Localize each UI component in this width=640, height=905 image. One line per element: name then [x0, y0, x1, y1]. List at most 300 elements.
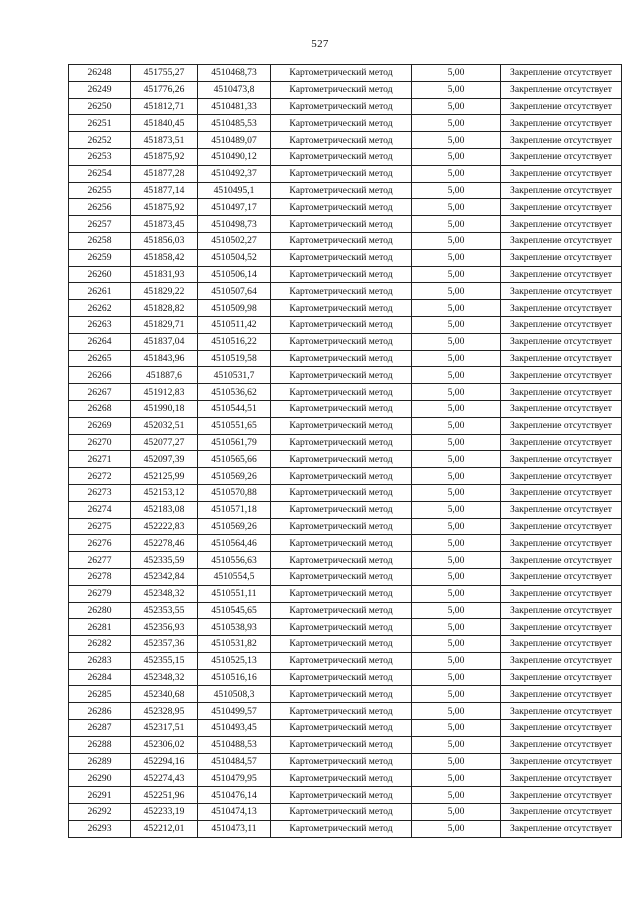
table-row	[69, 98, 622, 115]
table-row	[69, 518, 622, 535]
table-row	[69, 434, 622, 451]
point-number-cell: 26263	[69, 316, 131, 333]
y-coordinate-cell: 4510561,79	[198, 434, 271, 451]
x-coordinate-cell: 452183,08	[131, 501, 198, 518]
point-number-cell: 26289	[69, 753, 131, 770]
fixing-cell: Закрепление отсутствует	[501, 266, 622, 283]
method-cell: Картометрический метод	[271, 686, 412, 703]
table-row	[69, 820, 622, 837]
fixing-cell: Закрепление отсутствует	[501, 65, 622, 82]
precision-cell: 5,00	[412, 316, 501, 333]
y-coordinate-cell: 4510536,62	[198, 384, 271, 401]
y-coordinate-cell: 4510479,95	[198, 770, 271, 787]
point-number-cell: 26291	[69, 787, 131, 804]
method-cell: Картометрический метод	[271, 585, 412, 602]
y-coordinate-cell: 4510554,5	[198, 568, 271, 585]
x-coordinate-cell: 451873,51	[131, 132, 198, 149]
method-cell: Картометрический метод	[271, 350, 412, 367]
method-cell: Картометрический метод	[271, 199, 412, 216]
x-coordinate-cell: 452348,32	[131, 585, 198, 602]
x-coordinate-cell: 452328,95	[131, 703, 198, 720]
fixing-cell: Закрепление отсутствует	[501, 652, 622, 669]
fixing-cell: Закрепление отсутствует	[501, 686, 622, 703]
point-number-cell: 26251	[69, 115, 131, 132]
point-number-cell: 26262	[69, 300, 131, 317]
table-row	[69, 148, 622, 165]
fixing-cell: Закрепление отсутствует	[501, 367, 622, 384]
fixing-cell: Закрепление отсутствует	[501, 249, 622, 266]
method-cell: Картометрический метод	[271, 652, 412, 669]
fixing-cell: Закрепление отсутствует	[501, 736, 622, 753]
precision-cell: 5,00	[412, 249, 501, 266]
x-coordinate-cell: 452222,83	[131, 518, 198, 535]
precision-cell: 5,00	[412, 199, 501, 216]
fixing-cell: Закрепление отсутствует	[501, 350, 622, 367]
fixing-cell: Закрепление отсутствует	[501, 316, 622, 333]
point-number-cell: 26257	[69, 216, 131, 233]
y-coordinate-cell: 4510473,8	[198, 81, 271, 98]
fixing-cell: Закрепление отсутствует	[501, 501, 622, 518]
method-cell: Картометрический метод	[271, 669, 412, 686]
precision-cell: 5,00	[412, 65, 501, 82]
fixing-cell: Закрепление отсутствует	[501, 484, 622, 501]
point-number-cell: 26249	[69, 81, 131, 98]
table-row	[69, 484, 622, 501]
y-coordinate-cell: 4510565,66	[198, 451, 271, 468]
point-number-cell: 26281	[69, 619, 131, 636]
precision-cell: 5,00	[412, 602, 501, 619]
x-coordinate-cell: 451843,96	[131, 350, 198, 367]
method-cell: Картометрический метод	[271, 384, 412, 401]
table-row	[69, 115, 622, 132]
method-cell: Картометрический метод	[271, 333, 412, 350]
table-row	[69, 417, 622, 434]
y-coordinate-cell: 4510481,33	[198, 98, 271, 115]
precision-cell: 5,00	[412, 98, 501, 115]
precision-cell: 5,00	[412, 148, 501, 165]
x-coordinate-cell: 451776,26	[131, 81, 198, 98]
table-row	[69, 787, 622, 804]
precision-cell: 5,00	[412, 770, 501, 787]
y-coordinate-cell: 4510484,57	[198, 753, 271, 770]
table-row	[69, 81, 622, 98]
precision-cell: 5,00	[412, 686, 501, 703]
y-coordinate-cell: 4510544,51	[198, 400, 271, 417]
table-row	[69, 132, 622, 149]
fixing-cell: Закрепление отсутствует	[501, 703, 622, 720]
point-number-cell: 26286	[69, 703, 131, 720]
y-coordinate-cell: 4510571,18	[198, 501, 271, 518]
point-number-cell: 26271	[69, 451, 131, 468]
method-cell: Картометрический метод	[271, 434, 412, 451]
x-coordinate-cell: 452342,84	[131, 568, 198, 585]
x-coordinate-cell: 452097,39	[131, 451, 198, 468]
page-number: 527	[311, 38, 329, 50]
point-number-cell: 26274	[69, 501, 131, 518]
precision-cell: 5,00	[412, 468, 501, 485]
table-row	[69, 384, 622, 401]
table-row	[69, 804, 622, 821]
x-coordinate-cell: 452212,01	[131, 820, 198, 837]
table-row	[69, 199, 622, 216]
fixing-cell: Закрепление отсутствует	[501, 753, 622, 770]
method-cell: Картометрический метод	[271, 720, 412, 737]
point-number-cell: 26255	[69, 182, 131, 199]
precision-cell: 5,00	[412, 535, 501, 552]
point-number-cell: 26270	[69, 434, 131, 451]
x-coordinate-cell: 451828,82	[131, 300, 198, 317]
point-number-cell: 26261	[69, 283, 131, 300]
point-number-cell: 26268	[69, 400, 131, 417]
fixing-cell: Закрепление отсутствует	[501, 300, 622, 317]
precision-cell: 5,00	[412, 266, 501, 283]
x-coordinate-cell: 452077,27	[131, 434, 198, 451]
fixing-cell: Закрепление отсутствует	[501, 384, 622, 401]
method-cell: Картометрический метод	[271, 501, 412, 518]
table-row	[69, 65, 622, 82]
precision-cell: 5,00	[412, 753, 501, 770]
method-cell: Картометрический метод	[271, 518, 412, 535]
method-cell: Картометрический метод	[271, 636, 412, 653]
x-coordinate-cell: 452335,59	[131, 552, 198, 569]
x-coordinate-cell: 452355,15	[131, 652, 198, 669]
x-coordinate-cell: 451877,28	[131, 165, 198, 182]
table-row	[69, 568, 622, 585]
fixing-cell: Закрепление отсутствует	[501, 720, 622, 737]
point-number-cell: 26265	[69, 350, 131, 367]
method-cell: Картометрический метод	[271, 132, 412, 149]
x-coordinate-cell: 452294,16	[131, 753, 198, 770]
fixing-cell: Закрепление отсутствует	[501, 602, 622, 619]
point-number-cell: 26254	[69, 165, 131, 182]
method-cell: Картометрический метод	[271, 736, 412, 753]
method-cell: Картометрический метод	[271, 770, 412, 787]
method-cell: Картометрический метод	[271, 703, 412, 720]
table-row	[69, 619, 622, 636]
method-cell: Картометрический метод	[271, 283, 412, 300]
fixing-cell: Закрепление отсутствует	[501, 669, 622, 686]
point-number-cell: 26259	[69, 249, 131, 266]
x-coordinate-cell: 451912,83	[131, 384, 198, 401]
point-number-cell: 26278	[69, 568, 131, 585]
point-number-cell: 26264	[69, 333, 131, 350]
method-cell: Картометрический метод	[271, 115, 412, 132]
coordinates-table	[68, 64, 622, 838]
y-coordinate-cell: 4510495,1	[198, 182, 271, 199]
precision-cell: 5,00	[412, 434, 501, 451]
method-cell: Картометрический метод	[271, 148, 412, 165]
point-number-cell: 26284	[69, 669, 131, 686]
x-coordinate-cell: 452317,51	[131, 720, 198, 737]
point-number-cell: 26248	[69, 65, 131, 82]
method-cell: Картометрический метод	[271, 484, 412, 501]
point-number-cell: 26275	[69, 518, 131, 535]
method-cell: Картометрический метод	[271, 753, 412, 770]
table-row	[69, 451, 622, 468]
y-coordinate-cell: 4510538,93	[198, 619, 271, 636]
table-row	[69, 652, 622, 669]
fixing-cell: Закрепление отсутствует	[501, 81, 622, 98]
table-row	[69, 753, 622, 770]
method-cell: Картометрический метод	[271, 400, 412, 417]
fixing-cell: Закрепление отсутствует	[501, 518, 622, 535]
fixing-cell: Закрепление отсутствует	[501, 636, 622, 653]
y-coordinate-cell: 4510556,63	[198, 552, 271, 569]
table-row	[69, 283, 622, 300]
precision-cell: 5,00	[412, 484, 501, 501]
y-coordinate-cell: 4510531,7	[198, 367, 271, 384]
table-row	[69, 720, 622, 737]
y-coordinate-cell: 4510502,27	[198, 232, 271, 249]
y-coordinate-cell: 4510468,73	[198, 65, 271, 82]
method-cell: Картометрический метод	[271, 182, 412, 199]
method-cell: Картометрический метод	[271, 216, 412, 233]
table-row	[69, 400, 622, 417]
y-coordinate-cell: 4510476,14	[198, 787, 271, 804]
method-cell: Картометрический метод	[271, 804, 412, 821]
precision-cell: 5,00	[412, 400, 501, 417]
x-coordinate-cell: 451840,45	[131, 115, 198, 132]
table-row	[69, 316, 622, 333]
fixing-cell: Закрепление отсутствует	[501, 400, 622, 417]
table-row	[69, 367, 622, 384]
x-coordinate-cell: 452032,51	[131, 417, 198, 434]
table-row	[69, 333, 622, 350]
point-number-cell: 26277	[69, 552, 131, 569]
method-cell: Картометрический метод	[271, 249, 412, 266]
y-coordinate-cell: 4510508,3	[198, 686, 271, 703]
table-row	[69, 468, 622, 485]
method-cell: Картометрический метод	[271, 602, 412, 619]
x-coordinate-cell: 451858,42	[131, 249, 198, 266]
precision-cell: 5,00	[412, 216, 501, 233]
y-coordinate-cell: 4510498,73	[198, 216, 271, 233]
table-row	[69, 249, 622, 266]
point-number-cell: 26285	[69, 686, 131, 703]
precision-cell: 5,00	[412, 300, 501, 317]
fixing-cell: Закрепление отсутствует	[501, 770, 622, 787]
y-coordinate-cell: 4510488,53	[198, 736, 271, 753]
fixing-cell: Закрепление отсутствует	[501, 98, 622, 115]
point-number-cell: 26283	[69, 652, 131, 669]
y-coordinate-cell: 4510493,45	[198, 720, 271, 737]
x-coordinate-cell: 452233,19	[131, 804, 198, 821]
x-coordinate-cell: 452306,02	[131, 736, 198, 753]
precision-cell: 5,00	[412, 703, 501, 720]
precision-cell: 5,00	[412, 568, 501, 585]
precision-cell: 5,00	[412, 501, 501, 518]
method-cell: Картометрический метод	[271, 65, 412, 82]
method-cell: Картометрический метод	[271, 165, 412, 182]
method-cell: Картометрический метод	[271, 367, 412, 384]
fixing-cell: Закрепление отсутствует	[501, 283, 622, 300]
x-coordinate-cell: 451875,92	[131, 199, 198, 216]
x-coordinate-cell: 452357,36	[131, 636, 198, 653]
precision-cell: 5,00	[412, 820, 501, 837]
precision-cell: 5,00	[412, 720, 501, 737]
table-row	[69, 350, 622, 367]
y-coordinate-cell: 4510516,22	[198, 333, 271, 350]
method-cell: Картометрический метод	[271, 266, 412, 283]
fixing-cell: Закрепление отсутствует	[501, 804, 622, 821]
precision-cell: 5,00	[412, 736, 501, 753]
precision-cell: 5,00	[412, 636, 501, 653]
x-coordinate-cell: 452153,12	[131, 484, 198, 501]
precision-cell: 5,00	[412, 518, 501, 535]
fixing-cell: Закрепление отсутствует	[501, 333, 622, 350]
fixing-cell: Закрепление отсутствует	[501, 468, 622, 485]
fixing-cell: Закрепление отсутствует	[501, 568, 622, 585]
y-coordinate-cell: 4510569,26	[198, 468, 271, 485]
precision-cell: 5,00	[412, 451, 501, 468]
precision-cell: 5,00	[412, 652, 501, 669]
table-row	[69, 585, 622, 602]
x-coordinate-cell: 451877,14	[131, 182, 198, 199]
fixing-cell: Закрепление отсутствует	[501, 199, 622, 216]
precision-cell: 5,00	[412, 552, 501, 569]
fixing-cell: Закрепление отсутствует	[501, 165, 622, 182]
method-cell: Картометрический метод	[271, 98, 412, 115]
table-row	[69, 686, 622, 703]
point-number-cell: 26250	[69, 98, 131, 115]
y-coordinate-cell: 4510569,26	[198, 518, 271, 535]
precision-cell: 5,00	[412, 804, 501, 821]
fixing-cell: Закрепление отсутствует	[501, 585, 622, 602]
precision-cell: 5,00	[412, 115, 501, 132]
method-cell: Картометрический метод	[271, 417, 412, 434]
fixing-cell: Закрепление отсутствует	[501, 434, 622, 451]
y-coordinate-cell: 4510511,42	[198, 316, 271, 333]
precision-cell: 5,00	[412, 350, 501, 367]
x-coordinate-cell: 452125,99	[131, 468, 198, 485]
method-cell: Картометрический метод	[271, 552, 412, 569]
x-coordinate-cell: 452251,96	[131, 787, 198, 804]
y-coordinate-cell: 4510504,52	[198, 249, 271, 266]
fixing-cell: Закрепление отсутствует	[501, 182, 622, 199]
point-number-cell: 26279	[69, 585, 131, 602]
y-coordinate-cell: 4510564,46	[198, 535, 271, 552]
table-body	[69, 65, 622, 838]
point-number-cell: 26282	[69, 636, 131, 653]
precision-cell: 5,00	[412, 367, 501, 384]
y-coordinate-cell: 4510506,14	[198, 266, 271, 283]
point-number-cell: 26253	[69, 148, 131, 165]
point-number-cell: 26280	[69, 602, 131, 619]
table-row	[69, 182, 622, 199]
point-number-cell: 26288	[69, 736, 131, 753]
fixing-cell: Закрепление отсутствует	[501, 820, 622, 837]
precision-cell: 5,00	[412, 165, 501, 182]
y-coordinate-cell: 4510485,53	[198, 115, 271, 132]
fixing-cell: Закрепление отсутствует	[501, 216, 622, 233]
precision-cell: 5,00	[412, 669, 501, 686]
point-number-cell: 26292	[69, 804, 131, 821]
point-number-cell: 26260	[69, 266, 131, 283]
precision-cell: 5,00	[412, 417, 501, 434]
precision-cell: 5,00	[412, 333, 501, 350]
x-coordinate-cell: 452340,68	[131, 686, 198, 703]
table-row	[69, 266, 622, 283]
table-row	[69, 669, 622, 686]
point-number-cell: 26293	[69, 820, 131, 837]
x-coordinate-cell: 452348,32	[131, 669, 198, 686]
point-number-cell: 26273	[69, 484, 131, 501]
table-row	[69, 165, 622, 182]
fixing-cell: Закрепление отсутствует	[501, 535, 622, 552]
y-coordinate-cell: 4510507,64	[198, 283, 271, 300]
x-coordinate-cell: 451873,45	[131, 216, 198, 233]
method-cell: Картометрический метод	[271, 316, 412, 333]
method-cell: Картометрический метод	[271, 535, 412, 552]
point-number-cell: 26276	[69, 535, 131, 552]
point-number-cell: 26252	[69, 132, 131, 149]
fixing-cell: Закрепление отсутствует	[501, 417, 622, 434]
y-coordinate-cell: 4510519,58	[198, 350, 271, 367]
y-coordinate-cell: 4510509,98	[198, 300, 271, 317]
x-coordinate-cell: 452353,55	[131, 602, 198, 619]
method-cell: Картометрический метод	[271, 568, 412, 585]
method-cell: Картометрический метод	[271, 232, 412, 249]
fixing-cell: Закрепление отсутствует	[501, 552, 622, 569]
method-cell: Картометрический метод	[271, 81, 412, 98]
y-coordinate-cell: 4510551,65	[198, 417, 271, 434]
table-row	[69, 770, 622, 787]
table-row	[69, 300, 622, 317]
point-number-cell: 26267	[69, 384, 131, 401]
fixing-cell: Закрепление отсутствует	[501, 132, 622, 149]
precision-cell: 5,00	[412, 384, 501, 401]
y-coordinate-cell: 4510473,11	[198, 820, 271, 837]
x-coordinate-cell: 451829,22	[131, 283, 198, 300]
y-coordinate-cell: 4510490,12	[198, 148, 271, 165]
fixing-cell: Закрепление отсутствует	[501, 148, 622, 165]
precision-cell: 5,00	[412, 619, 501, 636]
x-coordinate-cell: 451837,04	[131, 333, 198, 350]
fixing-cell: Закрепление отсутствует	[501, 619, 622, 636]
point-number-cell: 26287	[69, 720, 131, 737]
table-row	[69, 552, 622, 569]
table-row	[69, 636, 622, 653]
y-coordinate-cell: 4510531,82	[198, 636, 271, 653]
y-coordinate-cell: 4510492,37	[198, 165, 271, 182]
x-coordinate-cell: 451875,92	[131, 148, 198, 165]
precision-cell: 5,00	[412, 182, 501, 199]
x-coordinate-cell: 452278,46	[131, 535, 198, 552]
y-coordinate-cell: 4510551,11	[198, 585, 271, 602]
precision-cell: 5,00	[412, 232, 501, 249]
x-coordinate-cell: 451990,18	[131, 400, 198, 417]
point-number-cell: 26269	[69, 417, 131, 434]
table-row	[69, 703, 622, 720]
fixing-cell: Закрепление отсутствует	[501, 115, 622, 132]
x-coordinate-cell: 452356,93	[131, 619, 198, 636]
x-coordinate-cell: 451856,03	[131, 232, 198, 249]
point-number-cell: 26256	[69, 199, 131, 216]
x-coordinate-cell: 451812,71	[131, 98, 198, 115]
method-cell: Картометрический метод	[271, 300, 412, 317]
fixing-cell: Закрепление отсутствует	[501, 787, 622, 804]
fixing-cell: Закрепление отсутствует	[501, 232, 622, 249]
table-row	[69, 232, 622, 249]
table-row	[69, 216, 622, 233]
method-cell: Картометрический метод	[271, 787, 412, 804]
table-row	[69, 535, 622, 552]
table-row	[69, 736, 622, 753]
point-number-cell: 26266	[69, 367, 131, 384]
x-coordinate-cell: 451829,71	[131, 316, 198, 333]
method-cell: Картометрический метод	[271, 820, 412, 837]
method-cell: Картометрический метод	[271, 619, 412, 636]
